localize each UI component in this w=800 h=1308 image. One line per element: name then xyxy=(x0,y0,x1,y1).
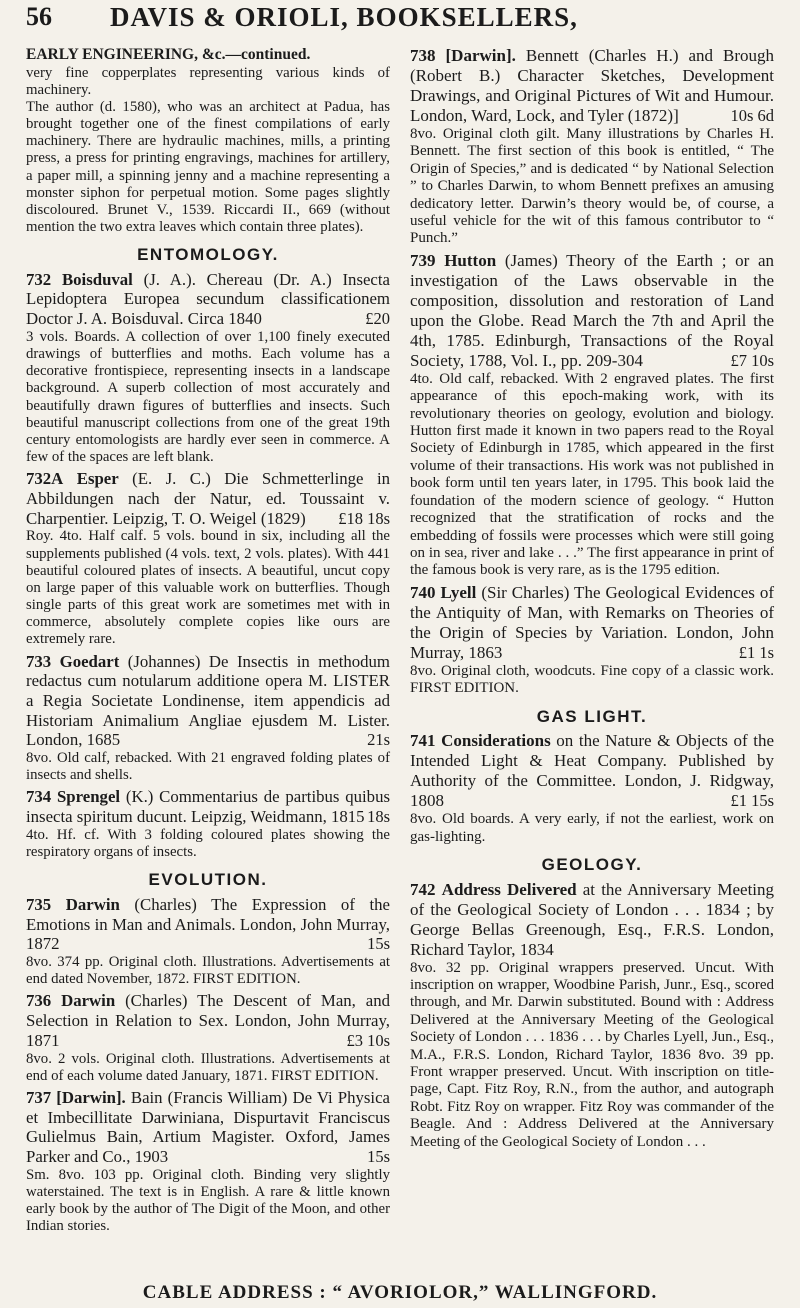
entry-description: Sm. 8vo. 103 pp. Original cloth. Binding very slightly waterstained. The text is in English. A rare & little known early book by the author of The Digit of the Moon, and other Indian stories. xyxy=(26,1166,390,1235)
entry-list xyxy=(26,270,390,862)
entry-author: Lyell xyxy=(440,582,477,602)
entry-number: 733 xyxy=(26,651,52,671)
entry-lead xyxy=(26,895,390,954)
catalogue-entry xyxy=(26,895,390,989)
entry-description: 8vo. Original cloth gilt. Many illustrations by Charles H. Bennett. The first section of this book is entitled, “ The Origin of Species,” and is dedicated “ by National Selection ” to Charles Darwin, to whom Bennett prefixes an amusing dedicatory letter. Darwin’s theory would be, of course, a useful vehicle for the wit of this famous contributor to “ Punch.” xyxy=(410,126,774,247)
entry-title: (Johannes) De Insectis in methodum redactus cum notularum additione opera M. LISTER a Regia Societate Londinense, item appendicis ad Historiam Animalium Angliae ejusdem M. Lister. London, 1685 xyxy=(26,651,390,750)
entry-title: (E. J. C.) Die Schmetterlinge in Abbildungen nach der Natur, ed. Toussaint v. Charpentier. Leipzig, T. O. Weigel (1829) xyxy=(26,469,390,528)
entry-price: £1 15s xyxy=(730,791,774,811)
entry-price: 15s xyxy=(367,1147,390,1167)
entry-price: £18 18s xyxy=(338,508,390,528)
entry-title: (Sir Charles) The Geological Evidences of the Antiquity of Man, with Remarks on Theories of the Origin of Species by Variation. London, John Murray, 1863 xyxy=(410,582,774,662)
entry-author: [Darwin]. xyxy=(56,1087,126,1107)
entry-list xyxy=(26,895,390,1236)
heading-gas-light: GAS LIGHT. xyxy=(536,706,648,726)
entry-lead xyxy=(410,880,774,960)
entry-description: 8vo. Old boards. A very early, if not the earliest, work on gas-lighting. xyxy=(410,811,774,845)
entry-list xyxy=(410,46,774,698)
running-head: DAVIS & ORIOLI, BOOKSELLERS, xyxy=(110,2,578,32)
entry-lead xyxy=(26,469,390,528)
entry-author: Address Delivered xyxy=(441,879,577,899)
entry-author: Darwin xyxy=(65,894,120,914)
catalogue-entry xyxy=(410,880,774,1151)
entry-price: £1 1s xyxy=(738,642,774,662)
entry-description: 8vo. 32 pp. Original wrappers preserved. Uncut. With inscription on wrapper, Woodbine Parish, Junr., Esq., scored through, and Mr. Darwin substituted. Bound with : Address Delivered at the Anniversary Meeting of the Geological Society of London . . . 1836 . . . by Charles Lyell, Jun., Esq., M.A., F.R.S. London, Richard Taylor, 1836 8vo. 39 pp. Front wrapper preserved. Uncut. With inscription on title-page, Capt. Fitz Roy, R.N., from the author, and autograph Robt. Fitz Roy on wrapper. Fitz Roy was commander of the Beagle. And : Address Delivered at the Anniversary Meeting of the Geological Society of London . . . xyxy=(410,959,774,1150)
cable-address: CABLE ADDRESS : “ AVORIOLOR,” WALLINGFORD. xyxy=(142,1282,658,1303)
entry-price: 15s xyxy=(367,934,390,954)
entry-number: 741 xyxy=(410,731,436,751)
heading-geology: GEOLOGY. xyxy=(541,854,643,874)
entry-number: 736 xyxy=(26,991,52,1011)
catalogue-entry xyxy=(410,731,774,846)
entry-lead xyxy=(410,46,774,126)
entry-title: (J. A.). Chereau (Dr. A.) Insecta Lepidoptera Europea secundum classificationem Doctor J. A. Boisduval. Circa 1840 xyxy=(26,269,390,329)
catalogue-entry xyxy=(410,583,774,698)
entry-lead xyxy=(410,731,774,811)
catalogue-entry xyxy=(26,1088,390,1236)
entry-description: 4to. Old calf, rebacked. With 2 engraved plates. The first appearance of this epoch-making work, with its revolutionary theories on geology, evolution and biology. Hutton first made it known in two papers read to the Royal Society of Edinburgh in 1785, which appeared in the first volume of their transactions. His work was not published in book form until ten years later, in 1795. This book laid the foundation of the modern science of geology. “ Hutton recognized that the stratification of rocks and the embedding of fossils were processes which were still going on in sea, river and lake . . .” The first appearance in print of the famous book is very rare, as is the 1795 edition. xyxy=(410,370,774,579)
entry-description: 8vo. 2 vols. Original cloth. Illustrations. Advertisements at end of each volume dated January, 1871. FIRST EDITION. xyxy=(26,1050,390,1084)
entry-lead xyxy=(26,1088,390,1167)
entry-price: £7 10s xyxy=(730,350,774,370)
entry-description: 4to. Hf. cf. With 3 folding coloured plates showing the respiratory organs of insects. xyxy=(26,826,390,861)
entry-title: at the Anniversary Meeting of the Geological Society of London . . . 1834 ; by George Bellas Greenough, Esq., F.R.S. London, Richard Taylor, 1834 xyxy=(410,879,775,959)
entry-title: (Charles) The Expression of the Emotions in Man and Animals. London, John Murray, 1872 xyxy=(26,894,390,954)
entry-author: Hutton xyxy=(444,250,497,270)
catalogue-entry xyxy=(410,251,774,580)
entry-lead xyxy=(26,991,390,1050)
section-continued: EARLY ENGINEERING, &c.—continued. xyxy=(26,46,311,63)
entry-number: 732A xyxy=(26,469,64,489)
catalogue-entry xyxy=(26,270,390,466)
catalogue-entry xyxy=(410,46,774,248)
catalogue-entry xyxy=(26,652,390,785)
catalogue-entry xyxy=(26,787,390,861)
entry-title: (K.) Commentarius de partibus quibus insecta spiritum ducunt. Leipzig, Weidmann, 1815 xyxy=(26,787,390,827)
entry-author: Boisduval xyxy=(61,269,133,289)
entry-author: Considerations xyxy=(441,731,551,751)
entry-price: 10s 6d xyxy=(730,106,774,125)
entry-price: £3 10s xyxy=(346,1030,390,1050)
entry-lead xyxy=(26,787,390,826)
entry-number: 737 xyxy=(26,1087,52,1107)
entry-author: Goedart xyxy=(59,651,120,671)
entry-price: 18s xyxy=(367,807,390,827)
entry-number: 740 xyxy=(410,582,436,602)
entry-list xyxy=(410,880,774,1151)
entry-author: Esper xyxy=(76,469,119,489)
entry-author: Sprengel xyxy=(56,787,121,807)
page-number: 56 xyxy=(26,2,52,31)
left-column xyxy=(26,46,390,1238)
intro-text: very fine copperplates representing various kinds of machinery. xyxy=(26,64,390,98)
entry-title: (Charles) The Descent of Man, and Selection in Relation to Sex. London, John Murray, 1871 xyxy=(26,991,390,1050)
entry-number: 742 xyxy=(410,879,436,899)
entry-description: 8vo. 374 pp. Original cloth. Illustrations. Advertisements at end dated November, 1872. FIRST EDITION. xyxy=(26,954,390,988)
entry-lead xyxy=(26,652,390,751)
entry-list xyxy=(410,731,774,846)
entry-number: 735 xyxy=(26,894,52,914)
entry-lead xyxy=(410,251,774,371)
catalogue-entry xyxy=(26,469,390,648)
page-header xyxy=(0,0,800,42)
entry-lead xyxy=(410,583,774,663)
entry-author: Darwin xyxy=(61,991,116,1011)
catalogue-entry xyxy=(26,991,390,1085)
entry-description: Roy. 4to. Half calf. 5 vols. bound in six, including all the supplements published (4 vols. text, 2 vols. plates). With 441 beautiful coloured plates of insects. A beautiful, uncut copy on large paper of this valuable work on butterflies. Though single parts of this great work are sometimes met with in commerce, absolutely complete copies like ours are extremely rare. xyxy=(26,528,390,648)
entry-description: 8vo. Old calf, rebacked. With 21 engraved folding plates of insects and shells. xyxy=(26,750,390,784)
entry-description: 3 vols. Boards. A collection of over 1,100 finely executed drawings of butterflies and moths. Each volume has a decorative frontispiece, representing insects in a landscape background. A superb collection of most accurately and beautifully drawn figures of butterflies and insects. Such beautiful manuscript collections from one of the great 19th century entomologists are hardly ever seen in commerce. A few of the spaces are left blank. xyxy=(26,328,390,466)
intro-text-2: The author (d. 1580), who was an architect at Padua, has brought together one of the finest compilations of early machinery. There are hydraulic machines, mills, a printing press, a press for printing engravings, machines for artillery, a paper mill, a spinning jenny and a machine representing a monster siphon for perpetual motion. Some pages slightly discoloured. Brunet V., 1539. Riccardi II., 669 (without mention the two extra leaves which contain three plates). xyxy=(26,98,390,235)
entry-description: 8vo. Original cloth, woodcuts. Fine copy of a classic work. FIRST EDITION. xyxy=(410,662,774,697)
entry-number: 739 xyxy=(410,250,436,270)
entry-number: 734 xyxy=(26,787,52,807)
entry-lead xyxy=(26,270,390,329)
entry-number: 738 xyxy=(410,46,436,65)
heading-entomology: ENTOMOLOGY. xyxy=(137,245,279,265)
entry-author: [Darwin]. xyxy=(445,46,516,65)
entry-title: (James) Theory of the Earth ; or an investigation of the Laws observable in the composition, dissolution and restoration of Land upon the Globe. Read March the 7th and April the 4th, 1785. Edinburgh, Transactions of the Royal Society, 1788, Vol. I., pp. 209-304 xyxy=(410,250,775,370)
right-column xyxy=(410,46,774,1154)
entry-number: 732 xyxy=(26,269,52,289)
entry-title: Bennett (Charles H.) and Brough (Robert B.) Character Sketches, Development Drawings, and Original Pictures of Wit and Humour. London, Ward, Lock, and Tyler (1872)] xyxy=(410,46,775,125)
entry-title: on the Nature & Objects of the Intended Light & Heat Company. Published by Authority of the Committee. London, J. Ridgway, 1808 xyxy=(410,731,775,811)
heading-evolution: EVOLUTION. xyxy=(148,870,268,890)
entry-price: £20 xyxy=(365,309,390,329)
entry-price: 21s xyxy=(367,730,390,750)
entry-title: Bain (Francis William) De Vi Physica et Imbecillitate Darwiniana, Dispurtavit Franciscus Gulielmus Bain, Artium Magister. Oxford, James Parker and Co., 1903 xyxy=(26,1087,390,1167)
